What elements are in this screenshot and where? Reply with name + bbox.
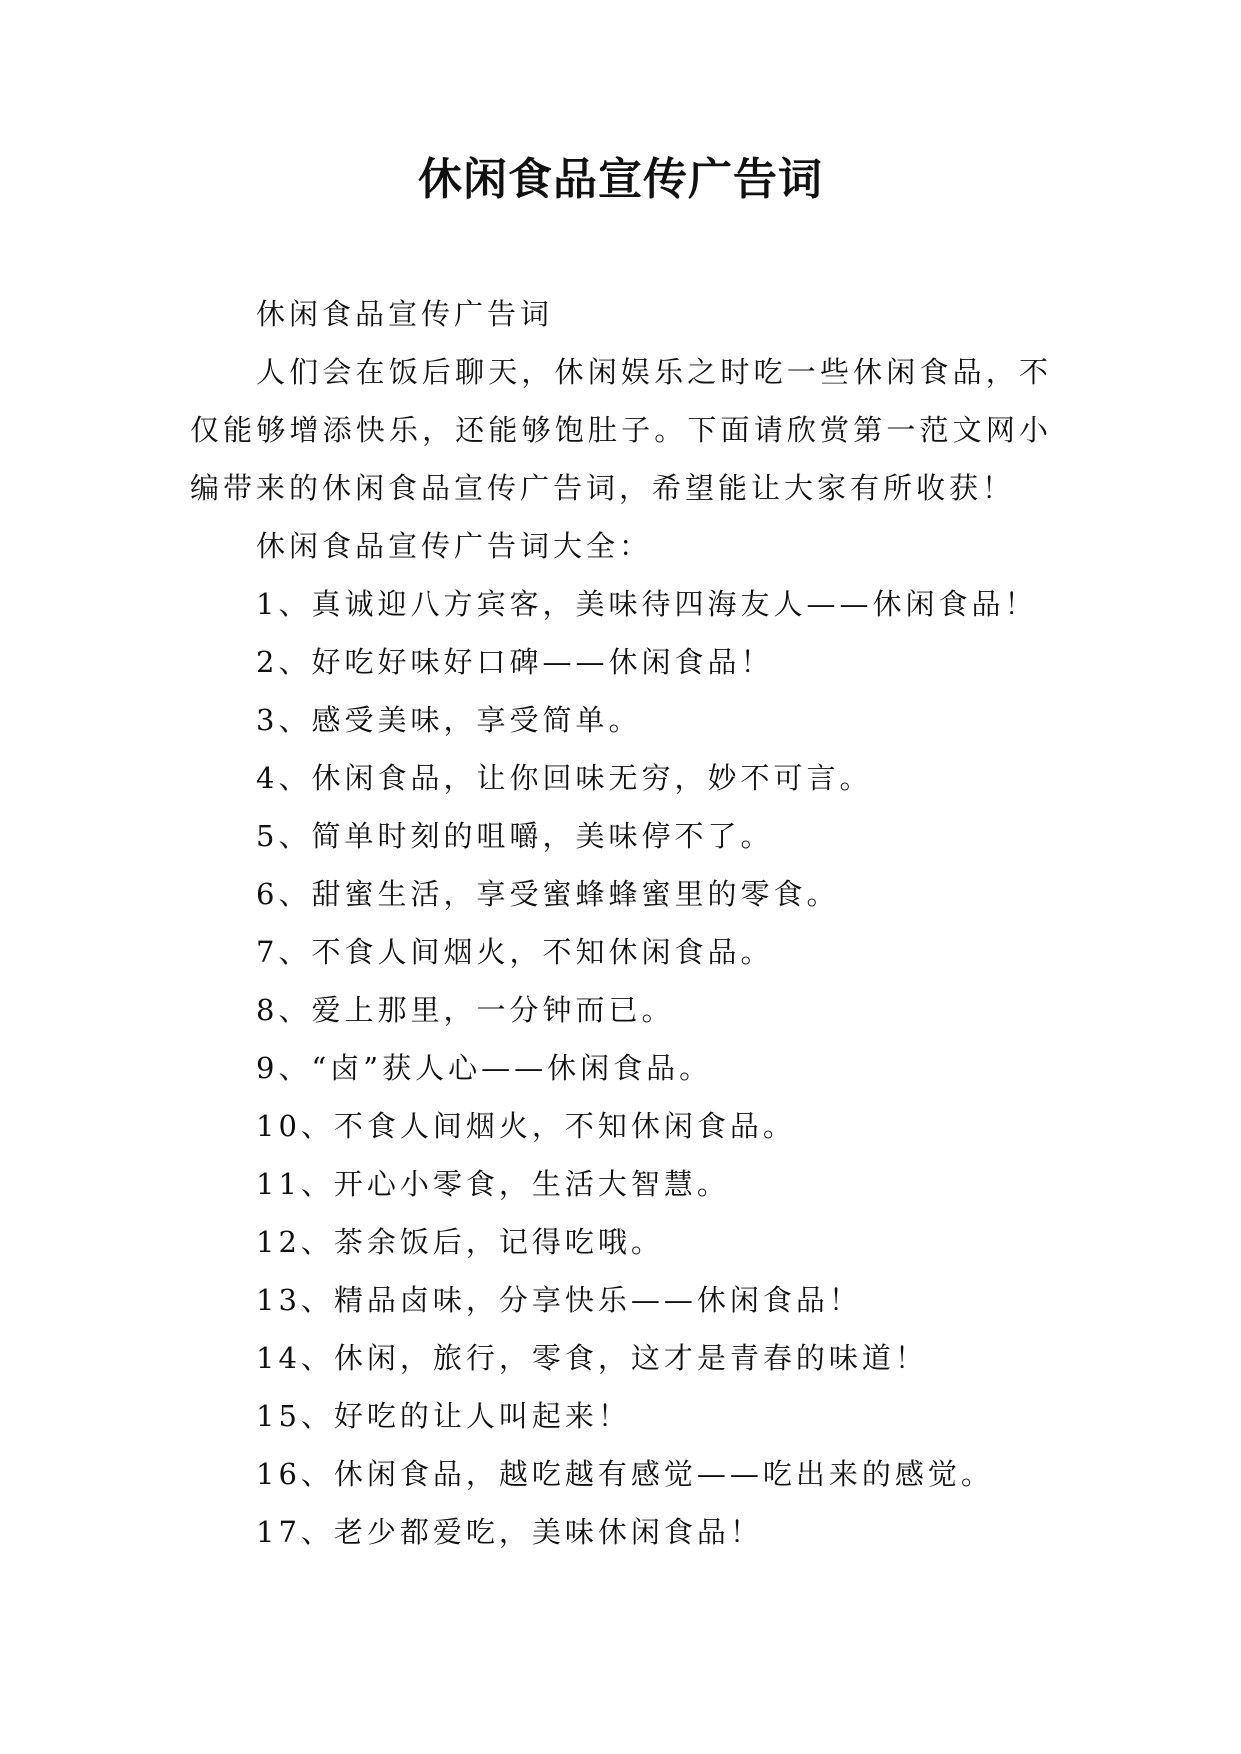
list-item: 7、不食人间烟火，不知休闲食品。 (256, 935, 774, 969)
list-item: 16、休闲食品，越吃越有感觉——吃出来的感觉。 (256, 1457, 994, 1491)
list-item: 6、甜蜜生活，享受蜜蜂蜂蜜里的零食。 (256, 877, 840, 911)
list-item: 9、“卤”获人心——休闲食品。 (256, 1051, 713, 1085)
list-item: 5、简单时刻的咀嚼，美味停不了。 (256, 819, 774, 853)
intro-paragraph: 人们会在饭后聊天，休闲娱乐之时吃一些休闲食品，不仅能够增添快乐，还能够饱肚子。下面请欣赏第一范文网小编带来的休闲食品宣传广告词，希望能让大家有所收获！ (190, 355, 1052, 505)
list-item: 3、感受美味，享受简单。 (256, 703, 642, 737)
subtitle-paragraph: 休闲食品宣传广告词 (256, 297, 554, 331)
list-item: 4、休闲食品，让你回味无穷，妙不可言。 (256, 761, 873, 795)
document-body (190, 285, 1052, 1561)
list-heading: 休闲食品宣传广告词大全： (256, 529, 653, 563)
list-item: 15、好吃的让人叫起来！ (256, 1399, 631, 1433)
list-item: 11、开心小零食，生活大智慧。 (256, 1167, 730, 1201)
list-item: 12、茶余饭后，记得吃哦。 (256, 1225, 664, 1259)
list-item: 10、不食人间烟火，不知休闲食品。 (256, 1109, 796, 1143)
list-item: 17、老少都爱吃，美味休闲食品！ (256, 1515, 763, 1549)
list-item: 1、真诚迎八方宾客，美味待四海友人——休闲食品！ (256, 587, 1038, 621)
list-item: 14、休闲，旅行，零食，这才是青春的味道！ (256, 1341, 928, 1375)
list-item: 13、精品卤味，分享快乐——休闲食品！ (256, 1283, 862, 1317)
list-item: 2、好吃好味好口碑——休闲食品！ (256, 645, 774, 679)
list-item: 8、爱上那里，一分钟而已。 (256, 993, 675, 1027)
document-title: 休闲食品宣传广告词 (418, 154, 823, 205)
slogan-list (190, 575, 1052, 1561)
